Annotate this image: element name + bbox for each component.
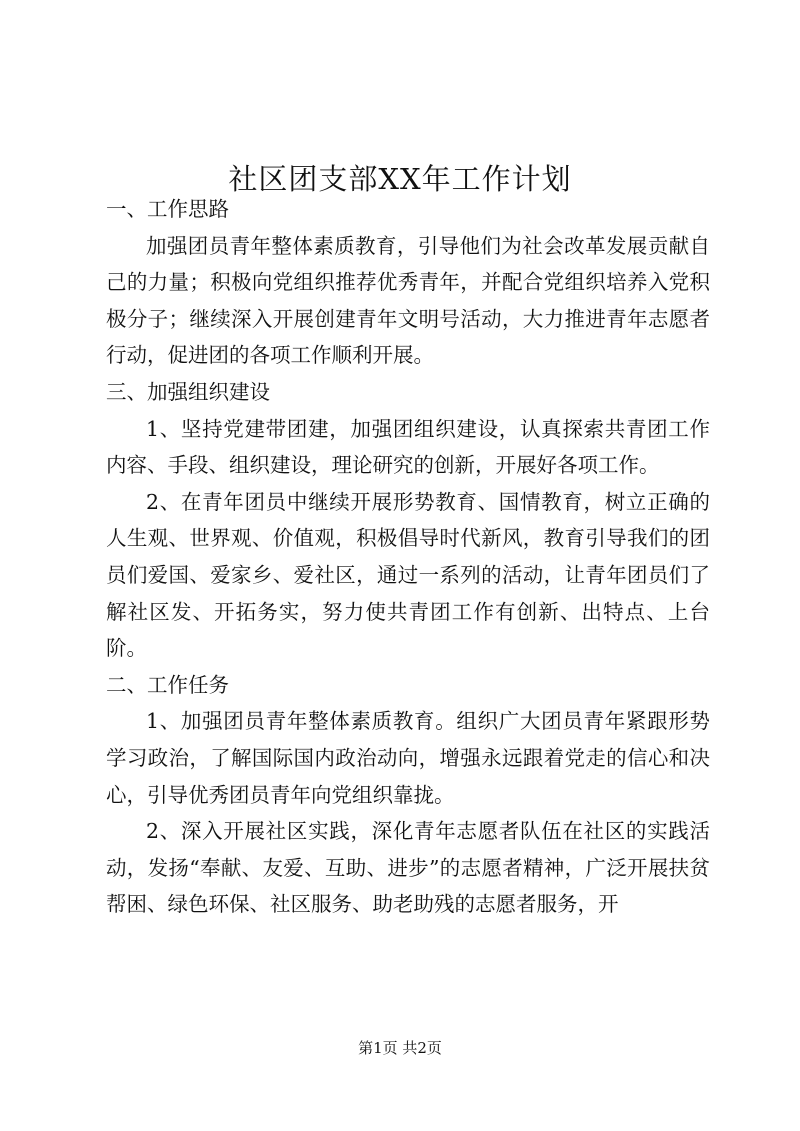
- section-heading: 一、工作思路: [106, 197, 229, 221]
- paragraph: 加强团员青年整体素质教育，引导他们为社会改革发展贡献自己的力量；积极向党组织推荐优秀青年，并配合党组织培养入党积极分子；继续深入开展创建青年文明号活动，大力推进青年志愿者行动，促进团的各项工作顺利开展。: [106, 233, 710, 368]
- paragraph: 2、深入开展社区实践，深化青年志愿者队伍在社区的实践活动，发扬“奉献、友爱、互助、进步”的志愿者精神，广泛开展扶贫帮困、绿色环保、社区服务、助老助残的志愿者服务，开: [106, 819, 710, 917]
- paragraph: 2、在青年团员中继续开展形势教育、国情教育，树立正确的人生观、世界观、价值观，积极倡导时代新风，教育引导我们的团员们爱国、爱家乡、爱社区，通过一系列的活动，让青年团员们了解社区发、开拓务实，努力使共青团工作有创新、出特点、上台阶。: [106, 489, 710, 661]
- document-body: [106, 191, 710, 923]
- document-title: 社区团支部XX年工作计划: [228, 162, 572, 197]
- section-heading: 二、工作任务: [106, 672, 229, 697]
- section-heading: 三、加强组织建设: [106, 379, 270, 404]
- paragraph: 1、加强团员青年整体素质教育。组织广大团员青年紧跟形势学习政治，了解国际国内政治动向，增强永远跟着党走的信心和决心，引导优秀团员青年向党组织靠拢。: [106, 709, 710, 807]
- paragraph: 1、坚持党建带团建，加强团组织建设，认真探索共青团工作内容、手段、组织建设，理论研究的创新，开展好各项工作。: [106, 416, 710, 478]
- page-number-footer: 第1页 共2页: [358, 1039, 442, 1057]
